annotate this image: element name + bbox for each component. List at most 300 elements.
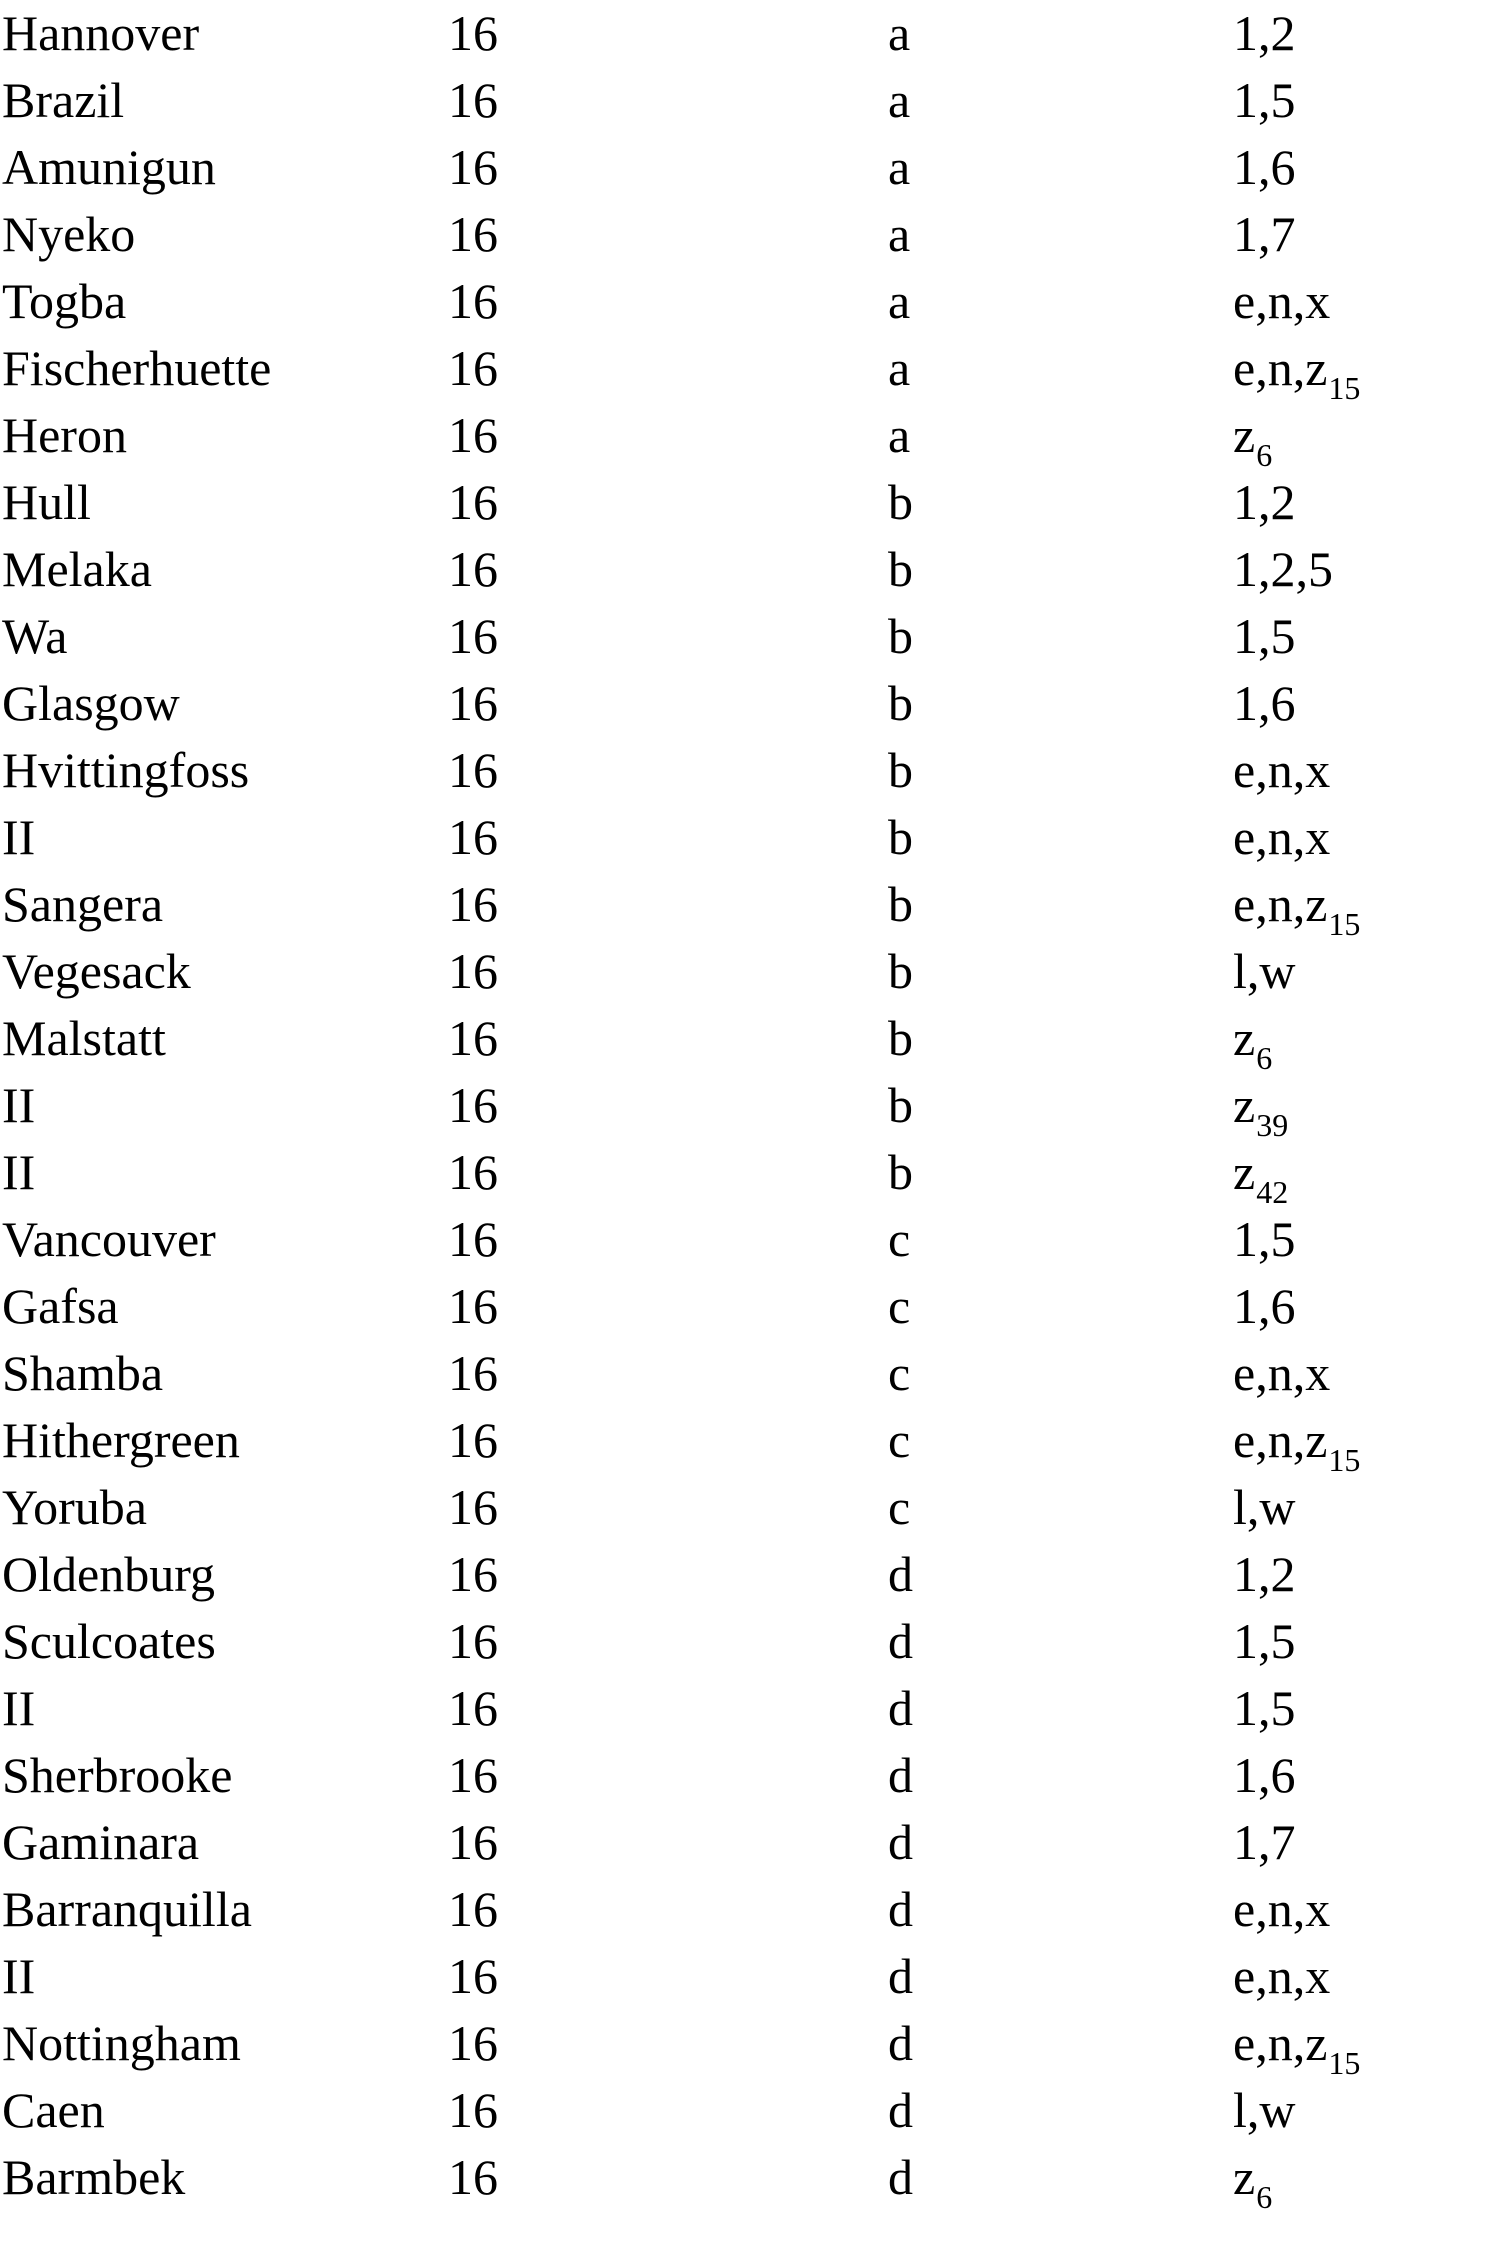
o-antigen-group-text: 16 <box>448 541 498 597</box>
phase-2-antigen-text: z <box>1233 407 1256 463</box>
table-row <box>0 1139 1492 1210</box>
phase-2-antigen <box>1233 871 1360 944</box>
antigen-subscript: 39 <box>1256 1107 1289 1143</box>
phase-1-antigen-text: c <box>888 1211 911 1267</box>
o-antigen-group <box>448 670 498 737</box>
o-antigen-group-text: 16 <box>448 407 498 463</box>
table-row <box>0 0 1492 67</box>
serotype-name-text: Brazil <box>2 72 125 128</box>
phase-1-antigen-text: a <box>888 5 911 61</box>
phase-1-antigen <box>888 1206 910 1273</box>
o-antigen-group <box>448 1407 498 1474</box>
phase-2-antigen <box>1233 335 1360 408</box>
phase-2-antigen-text: 1,7 <box>1233 206 1296 262</box>
table-row <box>0 67 1492 134</box>
table-row <box>0 1407 1492 1478</box>
o-antigen-group <box>448 1876 498 1943</box>
serotype-name <box>2 67 124 134</box>
serotype-name <box>2 804 35 871</box>
serotype-name-text: Hull <box>2 474 91 530</box>
phase-1-antigen-text: d <box>888 1814 913 1870</box>
phase-2-antigen <box>1233 2144 1272 2217</box>
phase-1-antigen <box>888 1474 910 1541</box>
serotype-name-text: Glasgow <box>2 675 180 731</box>
o-antigen-group-text: 16 <box>448 1680 498 1736</box>
serotype-name-text: II <box>2 809 36 865</box>
phase-2-antigen <box>1233 603 1296 670</box>
phase-1-antigen-text: b <box>888 742 913 798</box>
serotype-name <box>2 201 135 268</box>
phase-2-antigen-text: 1,2 <box>1233 474 1296 530</box>
phase-2-antigen <box>1233 402 1272 475</box>
phase-1-antigen <box>888 1541 913 1608</box>
phase-2-antigen-text: e,n,x <box>1233 809 1331 865</box>
o-antigen-group <box>448 1139 498 1206</box>
table-row <box>0 201 1492 268</box>
phase-1-antigen <box>888 1407 910 1474</box>
o-antigen-group-text: 16 <box>448 809 498 865</box>
phase-2-antigen <box>1233 1675 1296 1742</box>
antigen-subscript: 15 <box>1328 906 1361 942</box>
phase-1-antigen <box>888 536 913 603</box>
o-antigen-group <box>448 1072 498 1139</box>
serotype-name-text: Wa <box>2 608 68 664</box>
serotype-name-text: II <box>2 1680 36 1736</box>
o-antigen-group-text: 16 <box>448 273 498 329</box>
serotype-name <box>2 871 163 938</box>
o-antigen-group <box>448 938 498 1005</box>
serotype-name <box>2 536 152 603</box>
serotype-name <box>2 1876 252 1943</box>
phase-1-antigen-text: d <box>888 2149 913 2205</box>
phase-2-antigen-text: 1,6 <box>1233 139 1296 195</box>
table-row <box>0 1809 1492 1876</box>
o-antigen-group-text: 16 <box>448 608 498 664</box>
serotype-name <box>2 1340 163 1407</box>
phase-1-antigen <box>888 2010 913 2077</box>
antigen-subscript: 6 <box>1256 1040 1273 1076</box>
phase-2-antigen-text: 1,6 <box>1233 675 1296 731</box>
table-row <box>0 1675 1492 1742</box>
phase-1-antigen-text: b <box>888 608 913 664</box>
o-antigen-group-text: 16 <box>448 1814 498 1870</box>
phase-2-antigen <box>1233 1273 1296 1340</box>
antigen-subscript: 6 <box>1256 2179 1273 2215</box>
phase-2-antigen <box>1233 268 1330 335</box>
serotype-name-text: Sherbrooke <box>2 1747 233 1803</box>
serotype-name <box>2 603 67 670</box>
table-row <box>0 871 1492 942</box>
o-antigen-group-text: 16 <box>448 675 498 731</box>
table-row <box>0 1005 1492 1076</box>
phase-2-antigen-text: l,w <box>1233 2082 1296 2138</box>
o-antigen-group <box>448 2077 498 2144</box>
serotype-name-text: Amunigun <box>2 139 216 195</box>
phase-2-antigen-text: z <box>1233 1077 1256 1133</box>
o-antigen-group <box>448 1005 498 1072</box>
phase-1-antigen <box>888 469 913 536</box>
serotype-name-text: Vegesack <box>2 943 191 999</box>
serotype-name <box>2 1541 215 1608</box>
antigen-subscript: 15 <box>1328 1442 1361 1478</box>
phase-2-antigen-text: e,n,x <box>1233 273 1331 329</box>
phase-2-antigen-text: 1,2 <box>1233 5 1296 61</box>
table-row <box>0 1273 1492 1340</box>
o-antigen-group <box>448 1541 498 1608</box>
o-antigen-group <box>448 1742 498 1809</box>
phase-1-antigen-text: d <box>888 2015 913 2071</box>
phase-2-antigen <box>1233 804 1330 871</box>
phase-2-antigen-text: e,n,x <box>1233 742 1331 798</box>
phase-2-antigen-text: e,n,z <box>1233 340 1328 396</box>
o-antigen-group <box>448 2144 498 2211</box>
phase-1-antigen-text: a <box>888 72 911 128</box>
phase-2-antigen <box>1233 2077 1296 2144</box>
phase-2-antigen <box>1233 67 1296 134</box>
o-antigen-group-text: 16 <box>448 2082 498 2138</box>
o-antigen-group-text: 16 <box>448 1010 498 1066</box>
serotype-name <box>2 1809 199 1876</box>
serotype-name-text: II <box>2 1144 36 1200</box>
serotype-name-text: Sangera <box>2 876 164 932</box>
serotype-name-text: Hvittingfoss <box>2 742 250 798</box>
phase-2-antigen-text: 1,2 <box>1233 1546 1296 1602</box>
phase-2-antigen <box>1233 0 1296 67</box>
phase-2-antigen <box>1233 1407 1360 1480</box>
phase-2-antigen <box>1233 1608 1296 1675</box>
serotype-name <box>2 938 191 1005</box>
serotype-name <box>2 1206 216 1273</box>
table-row <box>0 469 1492 536</box>
o-antigen-group-text: 16 <box>448 2015 498 2071</box>
phase-1-antigen-text: d <box>888 1747 913 1803</box>
o-antigen-group <box>448 1340 498 1407</box>
table-row <box>0 1608 1492 1675</box>
o-antigen-group-text: 16 <box>448 206 498 262</box>
phase-1-antigen-text: a <box>888 273 911 329</box>
phase-2-antigen <box>1233 1876 1330 1943</box>
phase-2-antigen-text: e,n,z <box>1233 2015 1328 2071</box>
phase-2-antigen-text: e,n,z <box>1233 1412 1328 1468</box>
phase-2-antigen <box>1233 134 1296 201</box>
phase-1-antigen <box>888 938 913 1005</box>
o-antigen-group-text: 16 <box>448 5 498 61</box>
phase-1-antigen-text: a <box>888 407 911 463</box>
phase-1-antigen <box>888 268 910 335</box>
serotype-name <box>2 670 180 737</box>
table-row <box>0 804 1492 871</box>
o-antigen-group-text: 16 <box>448 139 498 195</box>
serotype-name-text: Barmbek <box>2 2149 186 2205</box>
o-antigen-group <box>448 469 498 536</box>
antigen-subscript: 15 <box>1328 2045 1361 2081</box>
phase-1-antigen <box>888 603 913 670</box>
phase-2-antigen <box>1233 536 1333 603</box>
phase-2-antigen-text: 1,6 <box>1233 1278 1296 1334</box>
o-antigen-group-text: 16 <box>448 1077 498 1133</box>
o-antigen-group <box>448 201 498 268</box>
phase-1-antigen-text: b <box>888 541 913 597</box>
o-antigen-group-text: 16 <box>448 474 498 530</box>
phase-1-antigen-text: a <box>888 139 911 195</box>
table-row <box>0 335 1492 406</box>
phase-2-antigen-text: 1,7 <box>1233 1814 1296 1870</box>
o-antigen-group <box>448 1608 498 1675</box>
phase-1-antigen-text: b <box>888 675 913 731</box>
phase-2-antigen <box>1233 1474 1296 1541</box>
o-antigen-group <box>448 268 498 335</box>
serotype-name-text: Gafsa <box>2 1278 119 1334</box>
phase-1-antigen <box>888 2077 913 2144</box>
phase-1-antigen <box>888 134 910 201</box>
o-antigen-group <box>448 2010 498 2077</box>
phase-1-antigen <box>888 0 910 67</box>
phase-2-antigen-text: 1,5 <box>1233 608 1296 664</box>
phase-2-antigen-text: 1,5 <box>1233 1613 1296 1669</box>
phase-2-antigen <box>1233 1809 1296 1876</box>
phase-1-antigen-text: d <box>888 1546 913 1602</box>
phase-2-antigen-text: e,n,x <box>1233 1345 1331 1401</box>
o-antigen-group-text: 16 <box>448 72 498 128</box>
phase-1-antigen <box>888 1340 910 1407</box>
serotype-name-text: Gaminara <box>2 1814 200 1870</box>
serotype-name-text: Shamba <box>2 1345 164 1401</box>
serotype-name <box>2 1675 35 1742</box>
phase-1-antigen <box>888 402 910 469</box>
phase-1-antigen <box>888 1943 913 2010</box>
o-antigen-group <box>448 804 498 871</box>
o-antigen-group-text: 16 <box>448 1144 498 1200</box>
phase-1-antigen <box>888 201 910 268</box>
phase-2-antigen <box>1233 938 1296 1005</box>
o-antigen-group <box>448 1206 498 1273</box>
table-row <box>0 1474 1492 1541</box>
phase-1-antigen <box>888 67 910 134</box>
table-row <box>0 1742 1492 1809</box>
table-row <box>0 2010 1492 2081</box>
phase-1-antigen <box>888 1139 913 1206</box>
phase-1-antigen <box>888 670 913 737</box>
antigen-subscript: 6 <box>1256 437 1273 473</box>
serotype-name-text: Vancouver <box>2 1211 216 1267</box>
phase-1-antigen-text: c <box>888 1345 911 1401</box>
table-row <box>0 1340 1492 1407</box>
serotype-name <box>2 0 199 67</box>
o-antigen-group-text: 16 <box>448 1948 498 2004</box>
phase-2-antigen-text: e,n,z <box>1233 876 1328 932</box>
phase-1-antigen-text: a <box>888 340 911 396</box>
phase-1-antigen-text: b <box>888 1077 913 1133</box>
phase-1-antigen <box>888 1675 913 1742</box>
phase-1-antigen-text: d <box>888 1613 913 1669</box>
phase-1-antigen-text: b <box>888 876 913 932</box>
o-antigen-group-text: 16 <box>448 742 498 798</box>
serotype-name <box>2 2010 241 2077</box>
serotype-name-text: Heron <box>2 407 127 463</box>
table-row <box>0 737 1492 804</box>
table-row <box>0 938 1492 1005</box>
serotype-name <box>2 1943 35 2010</box>
phase-2-antigen-text: 1,5 <box>1233 1680 1296 1736</box>
phase-2-antigen <box>1233 1206 1296 1273</box>
phase-1-antigen <box>888 1273 910 1340</box>
o-antigen-group-text: 16 <box>448 1546 498 1602</box>
table-row <box>0 268 1492 335</box>
serotype-name <box>2 134 216 201</box>
serotype-name <box>2 1005 166 1072</box>
phase-1-antigen-text: c <box>888 1278 911 1334</box>
serotype-name <box>2 268 126 335</box>
o-antigen-group <box>448 0 498 67</box>
table-row <box>0 536 1492 603</box>
o-antigen-group <box>448 871 498 938</box>
serotype-name <box>2 2144 185 2211</box>
antigen-subscript: 42 <box>1256 1174 1289 1210</box>
serotype-name-text: Nyeko <box>2 206 136 262</box>
o-antigen-group-text: 16 <box>448 876 498 932</box>
o-antigen-group <box>448 1273 498 1340</box>
serotype-name <box>2 335 271 402</box>
serotype-name <box>2 402 127 469</box>
o-antigen-group <box>448 402 498 469</box>
phase-2-antigen <box>1233 2010 1360 2083</box>
phase-1-antigen <box>888 335 910 402</box>
o-antigen-group <box>448 1809 498 1876</box>
serotype-name-text: Nottingham <box>2 2015 241 2071</box>
phase-1-antigen <box>888 1742 913 1809</box>
o-antigen-group-text: 16 <box>448 1412 498 1468</box>
phase-2-antigen-text: 1,6 <box>1233 1747 1296 1803</box>
table-row <box>0 1541 1492 1608</box>
serotype-name-text: Hithergreen <box>2 1412 240 1468</box>
phase-1-antigen-text: d <box>888 1680 913 1736</box>
phase-2-antigen-text: l,w <box>1233 943 1296 999</box>
phase-1-antigen <box>888 737 913 804</box>
serotype-name-text: Sculcoates <box>2 1613 216 1669</box>
serotype-name-text: Barranquilla <box>2 1881 252 1937</box>
serotype-name <box>2 1407 240 1474</box>
o-antigen-group-text: 16 <box>448 2149 498 2205</box>
table-row <box>0 1943 1492 2010</box>
phase-1-antigen-text: b <box>888 1144 913 1200</box>
o-antigen-group-text: 16 <box>448 1345 498 1401</box>
phase-1-antigen <box>888 1876 913 1943</box>
phase-2-antigen <box>1233 737 1330 804</box>
serotype-name-text: Yoruba <box>2 1479 147 1535</box>
serotype-name-text: Malstatt <box>2 1010 166 1066</box>
phase-2-antigen <box>1233 1742 1296 1809</box>
serotype-name <box>2 1608 216 1675</box>
phase-2-antigen-text: e,n,x <box>1233 1881 1331 1937</box>
serotype-name-text: Fischerhuette <box>2 340 272 396</box>
phase-2-antigen <box>1233 1072 1288 1145</box>
phase-2-antigen-text: z <box>1233 1010 1256 1066</box>
o-antigen-group-text: 16 <box>448 1613 498 1669</box>
serotype-name <box>2 1474 147 1541</box>
o-antigen-group <box>448 737 498 804</box>
o-antigen-group-text: 16 <box>448 1479 498 1535</box>
phase-2-antigen-text: l,w <box>1233 1479 1296 1535</box>
phase-2-antigen <box>1233 1541 1296 1608</box>
table-row <box>0 134 1492 201</box>
phase-1-antigen-text: d <box>888 1948 913 2004</box>
phase-2-antigen <box>1233 1005 1272 1078</box>
phase-2-antigen-text: z <box>1233 2149 1256 2205</box>
phase-1-antigen-text: b <box>888 809 913 865</box>
table-row <box>0 2077 1492 2144</box>
phase-2-antigen-text: e,n,x <box>1233 1948 1331 2004</box>
phase-2-antigen-text: z <box>1233 1144 1256 1200</box>
phase-1-antigen <box>888 1608 913 1675</box>
serotype-name <box>2 469 91 536</box>
serotype-name-text: Togba <box>2 273 127 329</box>
serotype-name-text: Caen <box>2 2082 105 2138</box>
table-row <box>0 1072 1492 1143</box>
o-antigen-group-text: 16 <box>448 1211 498 1267</box>
phase-1-antigen-text: c <box>888 1479 911 1535</box>
o-antigen-group <box>448 1474 498 1541</box>
o-antigen-group-text: 16 <box>448 1747 498 1803</box>
serotype-name-text: Melaka <box>2 541 152 597</box>
o-antigen-group-text: 16 <box>448 340 498 396</box>
phase-1-antigen <box>888 1809 913 1876</box>
o-antigen-group-text: 16 <box>448 1278 498 1334</box>
phase-1-antigen <box>888 1005 913 1072</box>
phase-2-antigen <box>1233 1139 1288 1212</box>
o-antigen-group-text: 16 <box>448 943 498 999</box>
phase-1-antigen-text: b <box>888 1010 913 1066</box>
table-row <box>0 1876 1492 1943</box>
phase-2-antigen-text: 1,5 <box>1233 1211 1296 1267</box>
serotype-name <box>2 1139 35 1206</box>
table-row <box>0 603 1492 670</box>
phase-2-antigen-text: 1,2,5 <box>1233 541 1333 597</box>
serotype-name-text: Oldenburg <box>2 1546 215 1602</box>
o-antigen-group <box>448 335 498 402</box>
phase-1-antigen-text: c <box>888 1412 911 1468</box>
serotype-name <box>2 737 249 804</box>
serotype-name <box>2 1742 233 1809</box>
phase-1-antigen <box>888 871 913 938</box>
o-antigen-group <box>448 67 498 134</box>
serotype-name <box>2 2077 105 2144</box>
phase-1-antigen-text: d <box>888 2082 913 2138</box>
table-row <box>0 670 1492 737</box>
phase-2-antigen <box>1233 1943 1330 2010</box>
table-row <box>0 1206 1492 1273</box>
phase-1-antigen <box>888 1072 913 1139</box>
phase-1-antigen <box>888 2144 913 2211</box>
antigen-subscript: 15 <box>1328 370 1361 406</box>
serotype-name-text: Hannover <box>2 5 200 61</box>
phase-1-antigen-text: b <box>888 474 913 530</box>
phase-2-antigen <box>1233 670 1296 737</box>
o-antigen-group <box>448 1943 498 2010</box>
serotype-name-text: II <box>2 1077 36 1133</box>
o-antigen-group <box>448 134 498 201</box>
phase-2-antigen-text: 1,5 <box>1233 72 1296 128</box>
o-antigen-group <box>448 603 498 670</box>
phase-1-antigen <box>888 804 913 871</box>
table-row <box>0 402 1492 473</box>
table-row <box>0 2144 1492 2215</box>
serotype-name-text: II <box>2 1948 36 2004</box>
serotype-name <box>2 1072 35 1139</box>
phase-1-antigen-text: b <box>888 943 913 999</box>
phase-2-antigen <box>1233 469 1296 536</box>
phase-2-antigen <box>1233 201 1296 268</box>
o-antigen-group <box>448 1675 498 1742</box>
